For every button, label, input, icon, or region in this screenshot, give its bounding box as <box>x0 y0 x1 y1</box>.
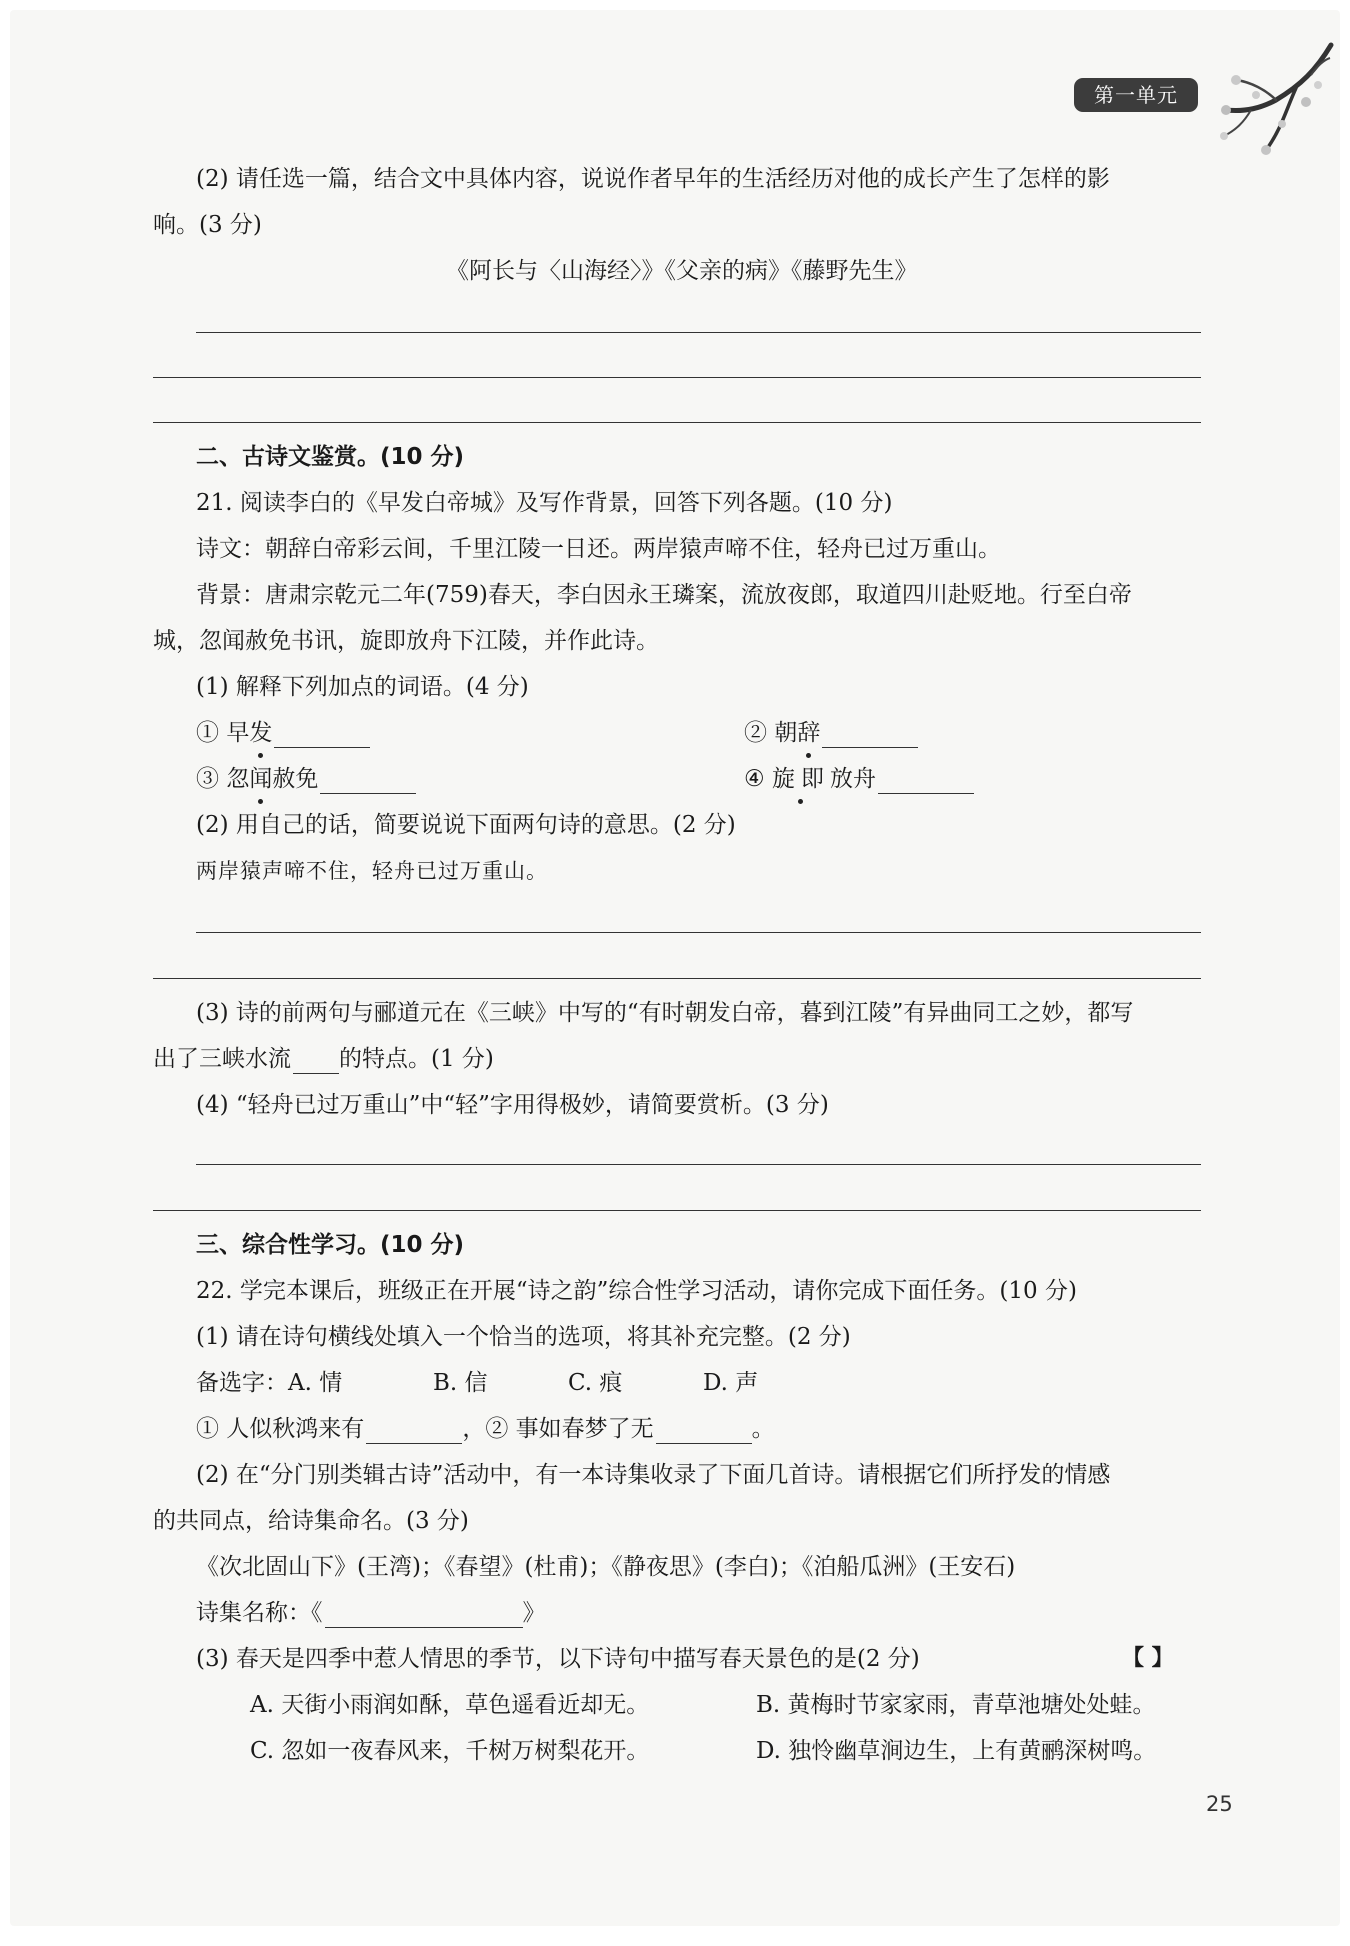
option-d[interactable]: D. 独怜幽草涧边生，上有黄鹂深树鸣。 <box>756 1738 1157 1764</box>
choice-d: D. 声 <box>703 1370 759 1396</box>
answer-line[interactable] <box>196 932 1201 933</box>
option-a[interactable]: A. 天街小雨润如酥，草色遥看近却无。 <box>250 1692 650 1718</box>
q21-background-line1: 背景：唐肃宗乾元二年(759)春天，李白因永王璘案，流放夜郎，取道四川赴贬地。行至白帝 <box>196 582 1132 608</box>
unit-tab: 第一单元 <box>1074 78 1198 112</box>
q22-collection-name: 诗集名称：《 》 <box>196 1600 546 1626</box>
option-c[interactable]: C. 忽如一夜春风来，千树万树梨花开。 <box>250 1738 650 1764</box>
q22-intro: 22. 学完本课后，班级正在开展“诗之韵”综合性学习活动，请你完成下面任务。(10 分) <box>196 1278 1077 1304</box>
fill-blank[interactable] <box>656 1419 752 1444</box>
fill-blank[interactable] <box>878 769 974 794</box>
q22-choices: 备选字：A. 情 <box>196 1370 343 1396</box>
choice-a: A. 情 <box>288 1370 343 1396</box>
fill-blank[interactable] <box>293 1049 339 1074</box>
q22-sub2-line1: (2) 在“分门别类辑古诗”活动中，有一本诗集收录了下面几首诗。请根据它们所抒发的情感 <box>196 1462 1111 1488</box>
answer-line[interactable] <box>196 332 1201 333</box>
page <box>10 10 1340 1926</box>
fill-blank[interactable] <box>320 769 416 794</box>
q21-item-1: ① 早发 <box>196 718 370 748</box>
q22-sub1: (1) 请在诗句横线处填入一个恰当的选项，将其补充完整。(2 分) <box>196 1324 851 1350</box>
q20-2-line2: 响。(3 分) <box>153 212 262 238</box>
q21-background-line2: 城，忽闻赦免书讯，旋即放舟下江陵，并作此诗。 <box>153 628 659 654</box>
q21-sub3-line1: (3) 诗的前两句与郦道元在《三峡》中写的“有时朝发白帝，暮到江陵”有异曲同工之妙，都写 <box>196 1000 1134 1026</box>
fill-blank[interactable] <box>366 1419 462 1444</box>
option-b[interactable]: B. 黄梅时节家家雨，青草池塘处处蛙。 <box>756 1692 1156 1718</box>
fill-blank[interactable] <box>274 723 370 748</box>
section3-heading: 三、综合性学习。(10 分) <box>196 1232 465 1258</box>
q21-sub2: (2) 用自己的话，简要说说下面两句诗的意思。(2 分) <box>196 812 736 838</box>
q21-sub2-poem: 两岸猿声啼不住，轻舟已过万重山。 <box>196 859 548 883</box>
q22-fill-line: ① 人似秋鸿来有 ，② 事如春梦了无 。 <box>196 1416 775 1442</box>
q22-sub3: (3) 春天是四季中惹人情思的季节，以下诗句中描写春天景色的是(2 分) <box>196 1646 920 1672</box>
q21-sub3-line2: 出了三峡水流 的特点。(1 分) <box>153 1046 494 1072</box>
answer-line[interactable] <box>153 422 1201 423</box>
answer-line[interactable] <box>153 978 1201 979</box>
q21-item-3: ③ 忽闻赦免 <box>196 764 416 794</box>
q20-2-line1: (2) 请任选一篇，结合文中具体内容，说说作者早年的生活经历对他的成长产生了怎样的影 <box>196 166 1110 192</box>
choice-c: C. 痕 <box>568 1370 623 1396</box>
answer-bracket[interactable]: 【 】 <box>1122 1646 1174 1671</box>
section2-heading: 二、古诗文鉴赏。(10 分) <box>196 444 465 470</box>
q21-sub4: (4) “轻舟已过万重山”中“轻”字用得极妙，请简要赏析。(3 分) <box>196 1092 829 1118</box>
page-number: 25 <box>1206 1792 1233 1816</box>
q21-sub1: (1) 解释下列加点的词语。(4 分) <box>196 674 529 700</box>
q22-sub2-line2: 的共同点，给诗集命名。(3 分) <box>153 1508 469 1534</box>
choice-b: B. 信 <box>433 1370 488 1396</box>
answer-line[interactable] <box>196 1164 1201 1165</box>
q22-poem-list: 《次北固山下》(王湾)；《春望》(杜甫)；《静夜思》(李白)；《泊船瓜洲》(王安石) <box>196 1554 1016 1580</box>
q20-2-titles: 《阿长与〈山海经〉》《父亲的病》《藤野先生》 <box>446 258 918 284</box>
q21-item-4: ④ 旋即放舟 <box>744 764 974 794</box>
answer-line[interactable] <box>153 377 1201 378</box>
q21-poem: 诗文：朝辞白帝彩云间，千里江陵一日还。两岸猿声啼不住，轻舟已过万重山。 <box>196 536 1001 562</box>
q21-intro: 21. 阅读李白的《早发白帝城》及写作背景，回答下列各题。(10 分) <box>196 490 893 516</box>
fill-blank[interactable] <box>822 723 918 748</box>
q21-item-2: ② 朝辞 <box>744 718 918 748</box>
collection-name-input[interactable] <box>325 1603 523 1628</box>
answer-line[interactable] <box>153 1210 1201 1211</box>
